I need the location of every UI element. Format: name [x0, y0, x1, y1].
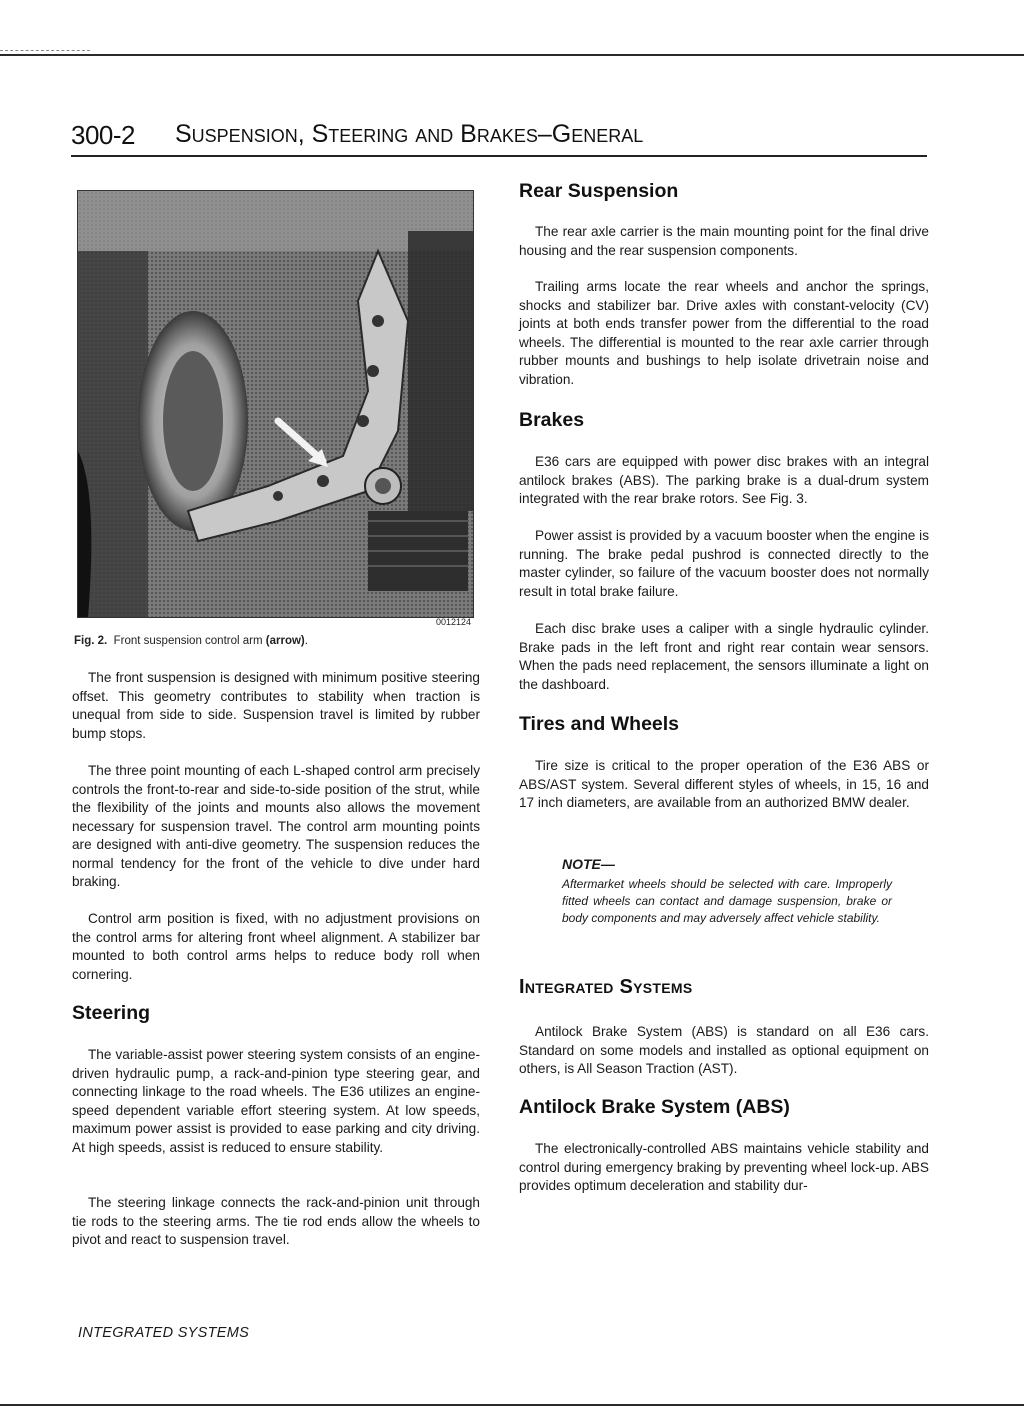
- bottom-page-rule: [0, 1404, 1024, 1406]
- paragraph-text: Control arm position is fixed, with no adjustment provisions on the control arms for altering front wheel alignment. A stabilizer bar mounted to both control arms helps to reduce body roll when cornering.: [72, 911, 480, 982]
- paragraph-disc-brakes: [519, 453, 929, 509]
- page-number: 300-2: [71, 120, 135, 150]
- note-heading: NOTE—: [562, 856, 615, 872]
- paragraph-tire-size: [519, 757, 929, 813]
- paragraph-text: Trailing arms locate the rear wheels and anchor the springs, shocks and stabilizer bar. Drive axles with constant-velocity (CV) joints at both ends transfer power from the differential to the road wheels. The differential is mounted to the rear axle carrier through rubber mounts and bushings to help isolate drivetrain noise and vibration.: [519, 279, 929, 387]
- heading-rear-suspension: Rear Suspension: [519, 180, 679, 202]
- paragraph-text: Power assist is provided by a vacuum booster when the engine is running. The brake pedal pushrod is connected directly to the master cylinder, so failure of the vacuum booster does not normally result in total brake failure.: [519, 528, 929, 599]
- figure-caption: [74, 635, 308, 647]
- paragraph-text: The rear axle carrier is the main mounting point for the final drive housing and the rear suspension components.: [519, 224, 929, 258]
- heading-integrated-systems: Integrated Systems: [519, 976, 693, 998]
- page-header: [71, 120, 927, 156]
- paragraph-front-suspension: [72, 669, 480, 743]
- figure-image-id: 0012124: [436, 617, 472, 627]
- figure-photo-control-arm: [77, 190, 474, 618]
- paragraph-abs-standard: [519, 1023, 929, 1079]
- section-title: Suspension, Steering and Brakes–General: [175, 120, 644, 148]
- paragraph-text: The steering linkage connects the rack-and-pinion unit through tie rods to the steering arms. The tie rod ends allow the wheels to pivot and react to suspension travel.: [72, 1195, 480, 1247]
- header-rule: [71, 155, 927, 157]
- paragraph-power-assist: [519, 527, 929, 601]
- heading-steering: Steering: [72, 1002, 151, 1024]
- paragraph-control-arm-position: [72, 910, 480, 984]
- paragraph-abs-description: [519, 1140, 929, 1196]
- paragraph-text: The electronically-controlled ABS maintains vehicle stability and control during emergency braking by preventing wheel lock-up. ABS provides optimum deceleration and stability dur-: [519, 1141, 929, 1193]
- paragraph-text: Antilock Brake System (ABS) is standard on all E36 cars. Standard on some models and installed as optional equipment on others, is All Season Traction (AST).: [519, 1024, 929, 1076]
- heading-tires-wheels: Tires and Wheels: [519, 713, 680, 735]
- paragraph-control-arm: [72, 762, 480, 892]
- control-arm-photo-illustration: [78, 191, 473, 617]
- figure-caption-end: .: [304, 635, 308, 647]
- paragraph-trailing-arms: [519, 278, 929, 389]
- paragraph-text: The front suspension is designed with minimum positive steering offset. This geometry contributes to stability when traction is unequal from side to side. Suspension travel is limited by rubber bump stops.: [72, 670, 480, 741]
- page-footer: INTEGRATED SYSTEMS: [78, 1325, 250, 1341]
- note-text: Aftermarket wheels should be selected with care. Improperly fitted wheels can contact and damage suspension, brake or body components and may adversely affect vehicle stability.: [562, 877, 892, 925]
- paragraph-text: The three point mounting of each L-shaped control arm precisely controls the front-to-rear and side-to-side position of the strut, while the flexibility of the joints and mounts also allows the movement necessary for suspension travel. The control arm mounting points are designed with anti-dive geometry. The suspension reduces the normal tendency for the front of the vehicle to dive under hard braking.: [72, 763, 480, 889]
- paragraph-text: Tire size is critical to the proper operation of the E36 ABS or ABS/AST system. Several different styles of wheels, in 15, 16 and 17 inch diameters, are available from an authorized BMW dealer.: [519, 758, 929, 810]
- paragraph-caliper: [519, 620, 929, 694]
- figure-caption-bold: (arrow): [265, 635, 305, 647]
- heading-brakes: Brakes: [519, 409, 585, 431]
- figure-caption-label: Fig. 2.: [74, 635, 108, 647]
- top-scan-dashes: [0, 50, 90, 52]
- paragraph-steering-linkage: [72, 1194, 480, 1250]
- paragraph-text: The variable-assist power steering system consists of an engine-driven hydraulic pump, a rack-and-pinion type steering gear, and connecting linkage to the road wheels. The E36 utilizes an engine-speed dependent variable effort steering system. At low speeds, maximum power assist is provided to ease parking and city driving. At high speeds, assist is reduced to ensure stability.: [72, 1047, 480, 1155]
- heading-antilock-brake-system: Antilock Brake System (ABS): [519, 1096, 790, 1118]
- figure-caption-text: Front suspension control arm: [113, 635, 263, 647]
- paragraph-text: E36 cars are equipped with power disc brakes with an integral antilock brakes (ABS). The parking brake is a dual-drum system integrated with the rear brake rotors. See Fig. 3.: [519, 454, 929, 506]
- paragraph-text: Each disc brake uses a caliper with a single hydraulic cylinder. Brake pads in the left front and right rear contain wear sensors. When the pads need replacement, the sensors illuminate a light on the dashboard.: [519, 621, 929, 692]
- paragraph-power-steering: [72, 1046, 480, 1157]
- paragraph-rear-axle: [519, 223, 929, 260]
- top-page-rule: [0, 54, 1024, 56]
